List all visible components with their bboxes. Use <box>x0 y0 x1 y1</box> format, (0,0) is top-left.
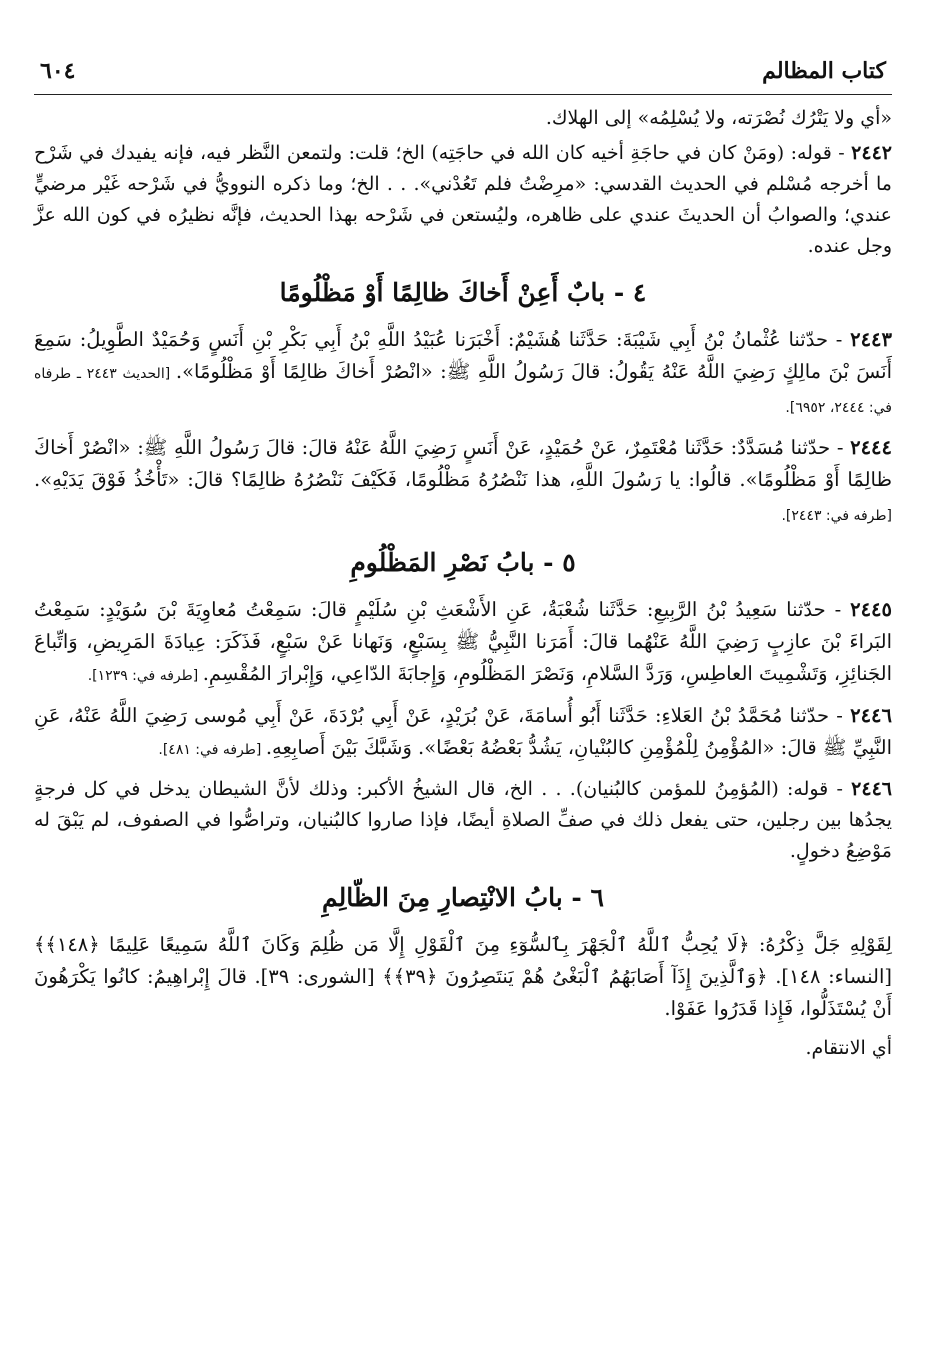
hadith-number: ٢٤٤٥ <box>850 598 892 621</box>
commentary-text: - قوله: (المُؤمِنُ للمؤمن كالبُنيان). . . الخ، قال الشيخُ الأكبر: وذلك لأنَّ الشيطان يدخل في كل فرجةٍ يجدُها بين رجلين، حتى يفعل ذلك في صفِّ الصلاةِ أيضًا، فإذا صاروا كالبُنيان، وتراصُّوا في الصفوف، لم يَبْقَ له مَوْضِعُ دخولٍ. <box>34 778 892 862</box>
hadith-2446 <box>34 700 892 766</box>
hadith-2444 <box>34 432 892 532</box>
chapter-heading-5: ٥ - بابُ نَصْرِ المَظْلُومِ <box>350 548 576 577</box>
commentary-closing <box>34 1033 892 1064</box>
hadith-reference: [طرفه في: ١٢٣٩]. <box>87 668 203 684</box>
commentary-text: «أي ولا يَتْرُك نُصْرَته، ولا يُسْلِمُه» إلى الهلاك. <box>545 107 892 129</box>
chapter-6-intro <box>34 929 892 1025</box>
page-number: ٦٠٤ <box>40 58 76 84</box>
hadith-2445 <box>34 594 892 692</box>
commentary-text: - قوله: (ومَنْ كان في حاجَةِ أخيه كان الله في حاجَتِه) الخ؛ قلت: ولتمعن النَّظر فيه، فإنه يفيدك في شَرْح ما أخرجه مُسْلم في الحديث القدسي: «مرِضْتُ فلم تَعُدْني». . . الخ؛ وما ذكره النوويُّ في شَرْحه غَيْر مرضيٍّ عندي؛ والصوابُ أن الحديثَ عندي على ظاهره، وليُستعن في شَرْحه بهذا الحديث، فإنَّه نظيرُه في كون الله عزَّ وجل عنده. <box>34 142 892 257</box>
hadith-reference: [طرفه في: ٢٤٤٣]. <box>781 508 892 524</box>
book-title: كتاب المظالم <box>762 58 886 84</box>
hadith-text: - حدّثنا مُسَدَّدٌ: حَدَّثَنا مُعْتَمِرٌ، عَنْ حُمَيْدٍ، عَنْ أَنَسٍ رَضِيَ اللَّهُ عَنْهُ قالَ: قالَ رَسُولُ اللَّهِ ﷺ: «انْصُرْ أَخاكَ ظالِمًا أَوْ مَظْلُومًا». قالُوا: يا رَسُولَ اللَّهِ، هذا نَنْصُرُهُ مَظْلُومًا، فَكَيْفَ نَنْصُرُهُ ظالِمًا؟ قالَ: «تَأْخُذُ فَوْقَ يَدَيْهِ». <box>34 436 892 491</box>
hadith-number: ٢٤٤٢ <box>851 142 892 164</box>
hadith-text: - حدّثنا مُحَمَّدُ بْنُ العَلاءِ: حَدَّثَنا أَبُو أُسامَةَ، عَنْ بُرَيْدٍ، عَنْ أَبِي بُرْدَةَ، عَنْ أَبِي مُوسى رَضِيَ اللَّهُ عَنْهُ، عَنِ النَّبِيِّ ﷺ قالَ: «المُؤْمِنُ لِلْمُؤْمِنِ كالبُنْيانِ، يَشُدُّ بَعْضُهُ بَعْضًا». وَشَبَّكَ بَيْنَ أَصابِعِهِ. <box>34 704 892 759</box>
hadith-number: ٢٤٤٦ <box>851 778 892 800</box>
hadith-text: - حدّثنا عُثْمانُ بْنُ أَبِي شَيْبَةَ: حَدَّثَنا هُشَيْمٌ: أَخْبَرَنا عُبَيْدُ اللَّهِ بْنُ أَبِي بَكْرِ بْنِ أَنَسٍ وَحُمَيْدٌ الطَّوِيلُ: سَمِعَ أَنَسَ بْنَ مالِكٍ رَضِيَ اللَّهُ عَنْهُ يَقُولُ: قالَ رَسُولُ اللَّهِ ﷺ: «انْصُرْ أَخاكَ ظالِمًا أَوْ مَظْلُومًا». <box>34 328 893 383</box>
hadith-reference: [طرفه في: ٤٨١]. <box>158 742 266 758</box>
hadith-number: ٢٤٤٣ <box>850 328 892 351</box>
page-header <box>34 58 892 95</box>
hadith-text: - حدّثنا سَعِيدُ بْنُ الرَّبِيعِ: حَدَّثَنا شُعْبَةُ، عَنِ الأَشْعَثِ بْنِ سُلَيْمٍ قالَ: سَمِعْتُ مُعاوِيَةَ بْنَ سُوَيْدٍ: سَمِعْتُ البَراءَ بْنَ عازِبٍ رَضِيَ اللَّهُ عَنْهُما قالَ: أَمَرَنا النَّبِيُّ ﷺ بِسَبْعٍ، وَنَهانا عَنْ سَبْعٍ، فَذَكَرَ: عِيادَةَ المَرِيضِ، وَاتِّباعَ الجَنائِزِ، وَتَشْمِيتَ العاطِسِ، وَرَدَّ السَّلامِ، وَنَصْرَ المَظْلُومِ، وَإِجابَةَ الدّاعِي، وَإِبْرارَ المُقْسِمِ. <box>34 598 892 685</box>
quran-quote-text: لِقَوْلِهِ جَلَّ ذِكْرُهُ: ﴿لَا يُحِبُّ ٱللَّهُ ٱلْجَهْرَ بِٱلسُّوٓءِ مِنَ ٱلْقَوْلِ إِلَّا مَن ظُلِمَ وَكَانَ ٱللَّهُ سَمِيعًا عَلِيمًا ﴿١٤٨﴾﴾ [النساء: ١٤٨]. ﴿وَٱلَّذِينَ إِذَآ أَصَابَهُمُ ٱلْبَغْىُ هُمْ يَنتَصِرُونَ ﴿٣٩﴾﴾ [الشورى: ٣٩]. قالَ إِبْراهِيمُ: كانُوا يَكْرَهُونَ أَنْ يُسْتَذَلُّوا، فَإِذا قَدَرُوا عَفَوْا. <box>34 933 892 1020</box>
hadith-number: ٢٤٤٤ <box>850 436 892 459</box>
hadith-number: ٢٤٤٦ <box>850 704 892 727</box>
commentary-2446 <box>34 774 892 867</box>
book-page <box>34 58 892 1071</box>
commentary-2442 <box>34 138 892 262</box>
commentary-line <box>34 103 892 134</box>
chapter-heading-4: ٤ - بابٌ أَعِنْ أَخاكَ ظالِمًا أَوْ مَظْلُومًا <box>279 278 647 307</box>
page-body <box>34 95 892 1064</box>
hadith-2443 <box>34 324 892 424</box>
commentary-text: أي الانتقام. <box>805 1037 892 1059</box>
chapter-heading-6: ٦ - بابُ الانْتِصارِ مِنَ الظّالِمِ <box>322 883 604 912</box>
hadith-reference: [الحديث ٢٤٤٣ ـ طرفاه في: ٢٤٤٤، ٦٩٥٢]. <box>34 366 892 416</box>
